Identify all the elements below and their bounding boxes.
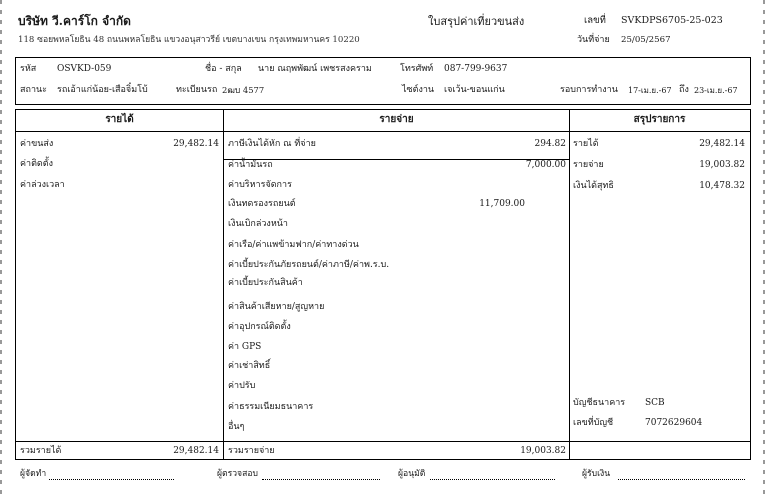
income-item-label: ค่าล่วงเวลา — [20, 180, 65, 190]
bank-label: บัญชีธนาคาร — [573, 398, 626, 408]
expense-header: รายจ่าย — [379, 114, 414, 125]
signature-line — [618, 479, 745, 480]
signature-line — [49, 479, 174, 480]
company-address: 118 ซอยพหลโยธิน 48 ถนนพหลโยธิน แขวงอนุสาวรีย์ เขตบางเขน กรุงเทพมหานคร 10220 — [18, 35, 360, 45]
route-label: ไซต์งาน — [402, 85, 435, 95]
summary-expense-label: รายจ่าย — [573, 160, 604, 170]
driver-status: รถเอ้าแก่น้อย-เสือจิ๋มโบ้ — [57, 85, 148, 95]
expense-item-label: อื่นๆ — [228, 422, 245, 432]
header-row-line — [15, 131, 750, 132]
signature-approved-by: ผู้อนุมัติ — [398, 469, 426, 479]
company-name: บริษัท วี.คาร์โก จำกัด — [18, 14, 131, 28]
expense-item-label: ค่าเบี้ยประกันสินค้า — [228, 278, 303, 288]
summary-net-label: เงินได้สุทธิ — [573, 181, 614, 191]
expense-item-label: ค่าปรับ — [228, 381, 256, 391]
doc-number-label: เลขที่ — [584, 15, 606, 26]
work-period-to-label: ถึง — [679, 85, 689, 95]
expense-item-amount: 7,000.00 — [525, 160, 566, 170]
driver-phone-label: โทรศัพท์ — [400, 64, 434, 74]
signature-checked-by: ผู้ตรวจสอบ — [217, 469, 258, 479]
expense-total: 19,003.82 — [520, 446, 566, 456]
plate-number: 2ฒบ 4577 — [222, 85, 265, 95]
bank-name: SCB — [645, 398, 665, 408]
payslip-table — [15, 109, 751, 460]
work-period-label: รอบการทำงาน — [560, 85, 618, 95]
income-total-label: รวมรายได้ — [20, 446, 62, 456]
left-page-edge — [0, 0, 2, 500]
expense-item-label: ค่าสินค้าเสียหาย/สูญหาย — [228, 302, 325, 312]
driver-name: นาย ณฤพพัฒน์ เพชรสงคราม — [258, 64, 372, 74]
expense-item-label: เงินเบิกล่วงหน้า — [228, 219, 288, 229]
driver-phone: 087-799-9637 — [444, 64, 508, 74]
expense-item-label: ค่าเบี้ยประกันภัยรถยนต์/ค่าภาษี/ค่าพ.ร.บ. — [228, 260, 390, 270]
expense-item-amount: 294.82 — [534, 139, 566, 149]
summary-divider — [569, 109, 570, 459]
expense-item-label: ค่าเรือ/ค่าแพข้ามฟาก/ค่าทางด่วน — [228, 240, 359, 250]
driver-status-label: สถานะ — [20, 85, 47, 95]
income-item-label: ค่าติดตั้ง — [20, 159, 54, 169]
signature-line — [262, 479, 380, 480]
work-period-from: 17-เม.ย.-67 — [628, 86, 672, 95]
expense-item-label: ค่าธรรมเนียมธนาคาร — [228, 402, 314, 412]
expense-item-label: ค่า GPS — [228, 342, 262, 352]
pay-date: 25/05/2567 — [621, 35, 671, 45]
summary-income-label: รายได้ — [573, 139, 599, 149]
expense-item-label: ค่าเช่าสิทธิ์ — [228, 361, 271, 371]
driver-info-box — [15, 57, 751, 105]
expense-item-label: ค่าบริหารจัดการ — [228, 180, 292, 190]
route-value: เจเว้น-ขอนแก่น — [444, 85, 505, 95]
expense-item-label: ภาษีเงินได้หัก ณ ที่จ่าย — [228, 139, 316, 149]
account-label: เลขที่บัญชี — [573, 418, 614, 428]
plate-label: ทะเบียนรถ — [176, 85, 218, 95]
pay-date-label: วันที่จ่าย — [577, 35, 610, 45]
expense-item-label: ค่าน้ำมันรถ — [228, 160, 273, 170]
income-item-label: ค่าขนส่ง — [20, 139, 54, 149]
work-period-to: 23-เม.ย.-67 — [694, 86, 738, 95]
expense-item-amount-alt: 11,709.00 — [479, 199, 525, 209]
income-divider — [223, 109, 224, 459]
summary-net: 10,478.32 — [699, 181, 745, 191]
income-header: รายได้ — [105, 114, 134, 125]
driver-name-label: ชื่อ - สกุล — [205, 64, 242, 74]
total-row-line — [15, 441, 750, 442]
signature-received-by: ผู้รับเงิน — [582, 469, 611, 479]
expense-total-label: รวมรายจ่าย — [228, 446, 275, 456]
driver-code-label: รหัส — [20, 64, 37, 74]
summary-expense: 19,003.82 — [699, 160, 745, 170]
summary-income: 29,482.14 — [699, 139, 745, 149]
account-number: 7072629604 — [645, 418, 703, 428]
summary-header: สรุปรายการ — [633, 114, 686, 125]
document-title: ใบสรุปค่าเที่ยวขนส่ง — [428, 15, 525, 28]
expense-item-label: ค่าอุปกรณ์ติดตั้ง — [228, 322, 291, 332]
expense-item-label: เงินทดรองรถยนต์ — [228, 199, 296, 209]
income-item-amount: 29,482.14 — [173, 139, 219, 149]
signature-line — [430, 479, 555, 480]
signature-prepared-by: ผู้จัดทำ — [20, 469, 47, 479]
income-total: 29,482.14 — [173, 446, 219, 456]
driver-code: OSVKD-059 — [57, 64, 112, 74]
doc-number: SVKDPS6705-25-023 — [621, 15, 723, 26]
